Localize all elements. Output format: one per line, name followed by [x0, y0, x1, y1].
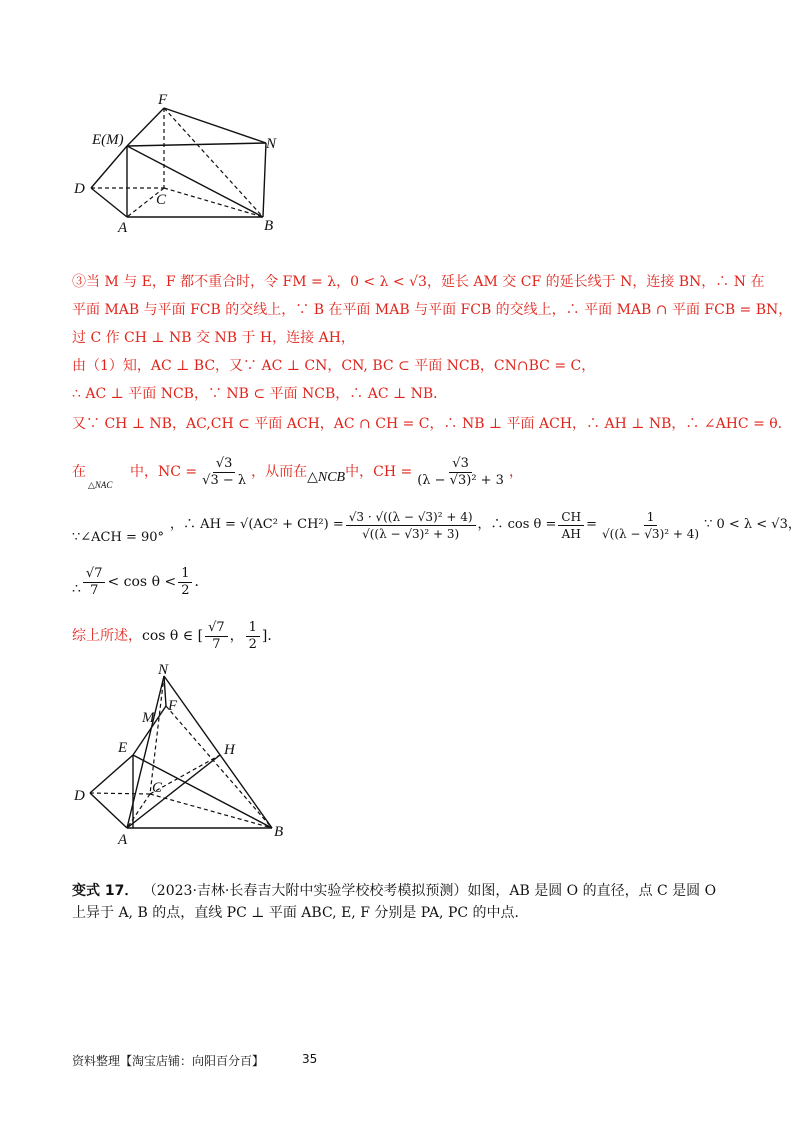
frac-range-high: $\frac{1}{2}$ [246, 620, 260, 653]
label-B: B [264, 218, 274, 234]
frac-CH: $\frac{√3}{\text{(λ − √3)² + 3}}$ [417, 455, 504, 488]
label-N: N [266, 136, 277, 152]
label-C: C [156, 192, 167, 208]
label-D: D [74, 181, 85, 197]
label-M: M [142, 710, 155, 726]
solution-line-3: 过 C 作 CH ⊥ NB 交 NB 于 H，连接 AH， [72, 330, 355, 346]
line8-text-b: ，∴ AH = √(AC² + CH²) = [170, 517, 344, 532]
line8-text-e: ∵ 0 < λ < √3， [704, 517, 801, 532]
label-H: H [224, 742, 235, 758]
footer-source: 资料整理【淘宝店铺：向阳百分百】 [72, 1054, 265, 1068]
line10-text-a: 综上所述， [72, 628, 142, 644]
solution-line-6: 又∵ CH ⊥ NB，AC,CH ⊂ 平面 ACH，AC ∩ CH = C，∴ NB ⊥ 平面 ACH，∴ AH ⊥ NB，∴ ∠AHC = θ． [72, 416, 792, 432]
line7-text-d: 中，CH = [345, 464, 413, 480]
frac-cos: $\frac{1}{\text{√((λ − √3)² + 4)}}$ [601, 509, 700, 541]
problem-text: （2023·吉林·长春吉大附中实验学校校考模拟预测）如图，AB 是圆 O 的直径，点 C 是圆 O 上异于 A, B 的点，直线 PC ⊥ 平面 ABC, E, F 分别是 PA, PC 的中点． [72, 883, 717, 921]
label-F: F [158, 92, 168, 108]
frac-NC: $\frac{√3}{√3 - \lambda}$ [202, 455, 247, 488]
line10-text-b: cos θ ∈ [ [142, 628, 204, 644]
line10-text-c: ， [229, 628, 244, 644]
line8-text-c: ，∴ cos θ = [477, 517, 557, 532]
solution-line-9 [72, 562, 208, 602]
figure-prism-1 [74, 92, 300, 242]
line7-text-b: 中，NC = [130, 464, 198, 480]
problem-statement [72, 880, 732, 924]
frac-range-low: $\frac{√7}{7}$ [205, 620, 228, 653]
label-A: A [118, 220, 128, 236]
label-C: C [152, 780, 163, 796]
label-B: B [274, 824, 284, 840]
line8-text-d: = [586, 517, 597, 532]
solution-line-8 [72, 500, 801, 550]
solution-line-4: 由（1）知，AC ⊥ BC，又∵ AC ⊥ CN，CN, BC ⊂ 平面 NCB，CN∩BC = C， [72, 358, 596, 374]
label-E: E [118, 740, 128, 756]
line7-text-a: 在 [72, 464, 86, 480]
frac-1-2: $\frac{1}{2}$ [178, 566, 192, 599]
label-F: F [168, 698, 178, 714]
line9-text-a: ∴ [72, 581, 81, 597]
solution-line-1: ③当 M 与 E，F 都不重合时，令 FM = λ，0 < λ < √3，延长 AM 交 CF 的延长线于 N，连接 BN，∴ N 在 [72, 274, 765, 290]
line10-text-d: ]． [261, 628, 282, 644]
solution-line-2: 平面 MAB 与平面 FCB 的交线上，∵ B 在平面 MAB 与平面 FCB 的交线上，∴ 平面 MAB ∩ 平面 FCB = BN， [72, 302, 793, 318]
frac-AH: $\frac{\text{√3 · √((λ − √3)² + 4)}}{\text{√((λ − √3)² + 3)}}$ [346, 509, 476, 542]
line7-text-e: ， [508, 464, 523, 480]
label-EM: E(M) [92, 132, 124, 148]
solution-line-7 [72, 452, 523, 492]
triangle-NCB: △NCB [307, 470, 346, 485]
triangle-NAC: △NAC [88, 480, 113, 490]
line8-text-a: ∵∠ACH = 90° [72, 530, 165, 545]
line9-text-b: < cos θ < [107, 574, 177, 590]
label-A: A [118, 832, 128, 848]
line7-text-c: ，从而在 [251, 464, 308, 480]
label-D: D [74, 788, 85, 804]
frac-sqrt7-7: $\frac{√7}{7}$ [83, 566, 106, 599]
solution-line-5: ∴ AC ⊥ 平面 NCB，∵ NB ⊂ 平面 NCB，∴ AC ⊥ NB． [72, 386, 448, 402]
line9-text-c: ． [194, 574, 209, 590]
frac-CH-AH: $\frac{CH}{AH}$ [558, 509, 584, 542]
figure-prism-2 [70, 660, 300, 850]
solution-line-10 [72, 616, 281, 656]
problem-label: 变式 17． [72, 883, 139, 899]
label-N: N [158, 662, 169, 678]
page-number: 35 [302, 1052, 318, 1066]
